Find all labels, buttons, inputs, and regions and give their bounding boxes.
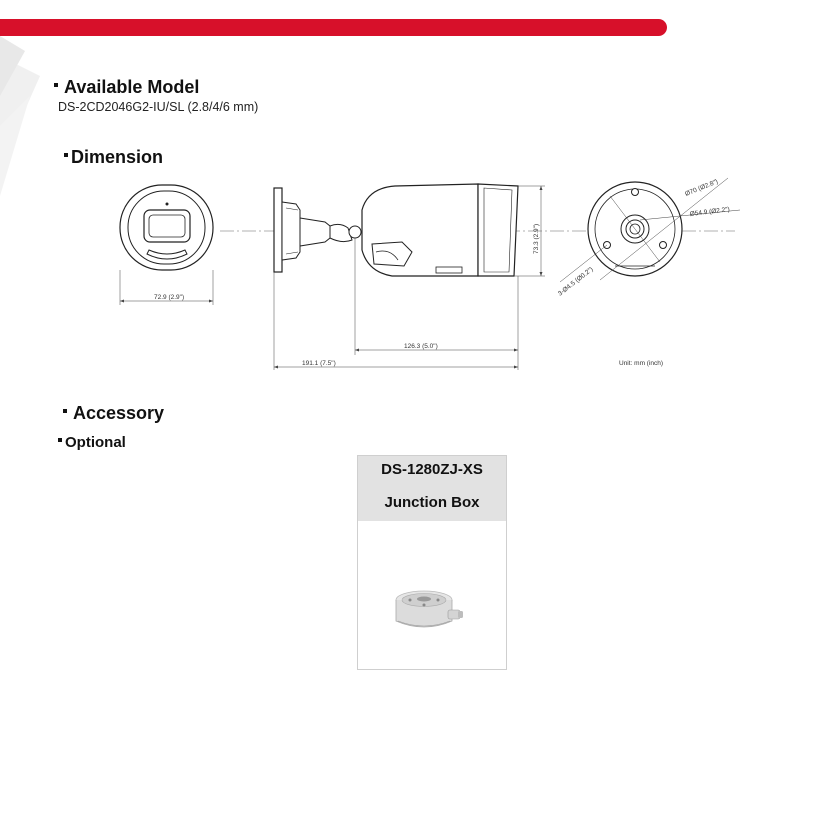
body-length-label: 126.3 (5.0") <box>404 343 438 350</box>
dimension-heading: Dimension <box>64 147 163 168</box>
front-view <box>120 185 213 305</box>
accessory-heading: Accessory <box>63 403 164 424</box>
accessory-name: Junction Box <box>384 494 480 511</box>
base-inner-diameter-label: Ø54.9 (Ø2.2") <box>689 206 731 218</box>
side-view <box>274 184 545 370</box>
available-model-heading: Available Model <box>54 77 199 98</box>
front-width-label: 72.9 (2.9") <box>154 294 185 301</box>
accessory-card-header <box>358 456 506 521</box>
height-label: 73.3 (2.9") <box>533 223 540 254</box>
base-outer-diameter-label: Ø70 (Ø2.8") <box>684 178 720 198</box>
optional-heading: Optional <box>58 434 126 451</box>
rear-view <box>557 178 740 367</box>
total-length-label: 191.1 (7.5") <box>302 360 336 367</box>
unit-label: Unit: mm (inch) <box>619 360 664 367</box>
dimension-drawing <box>0 170 828 380</box>
accessory-card[interactable] <box>357 455 507 670</box>
junction-box-icon <box>358 521 506 669</box>
screw-holes-label: 3-Ø4.5 (Ø0.2") <box>556 265 595 298</box>
header-accent-bar <box>0 19 667 36</box>
accessory-model: DS-1280ZJ-XS <box>381 461 483 478</box>
model-number: DS-2CD2046G2-IU/SL (2.8/4/6 mm) <box>58 100 259 114</box>
